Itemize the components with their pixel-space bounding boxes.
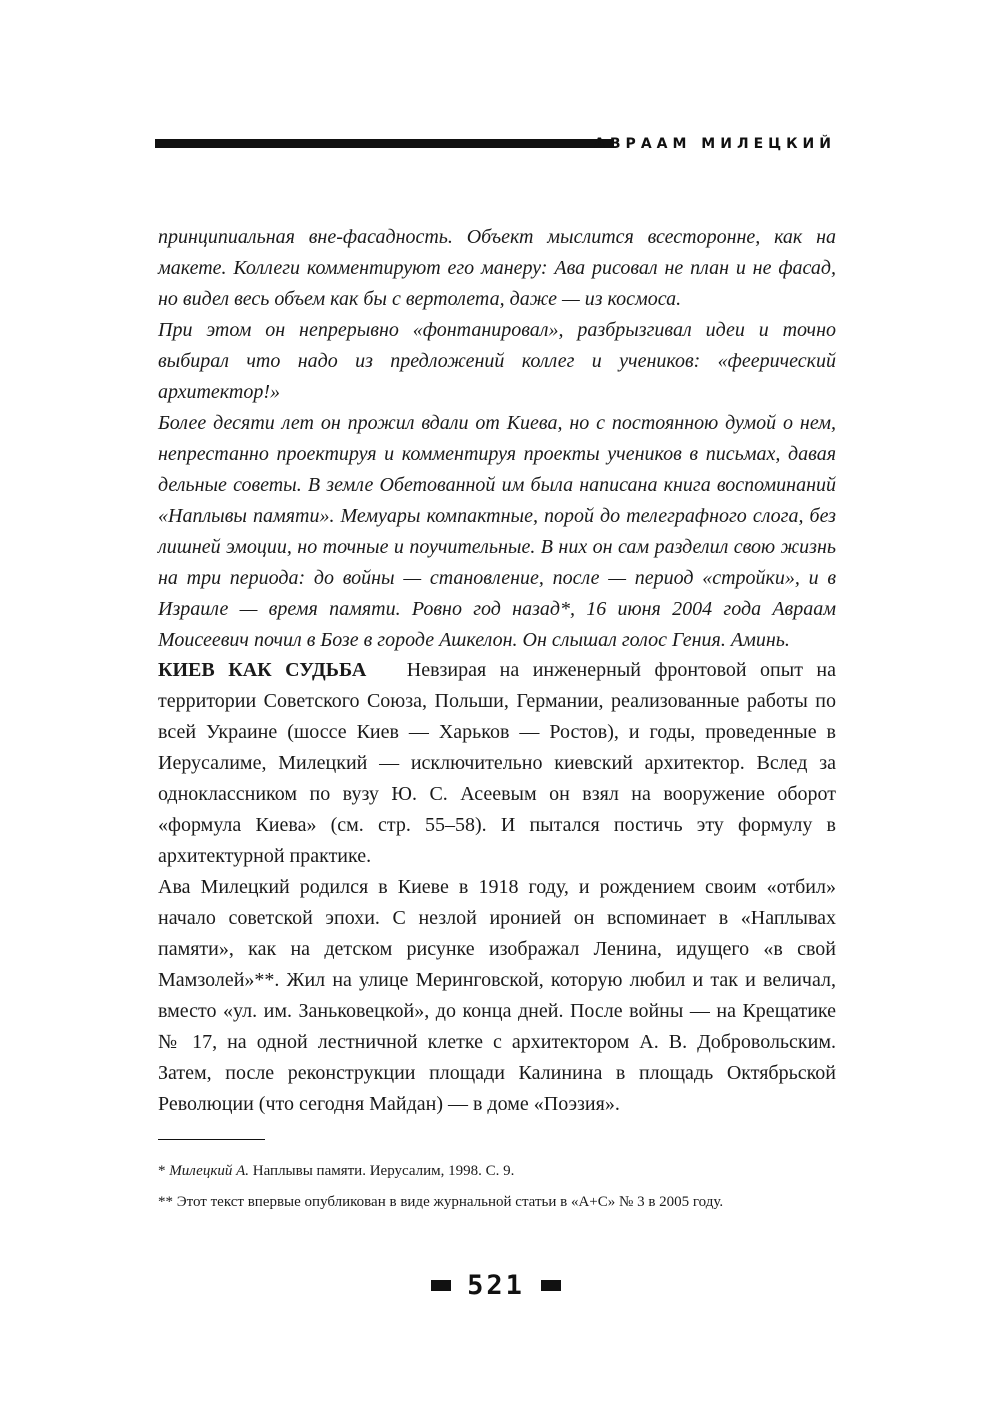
footnote (158, 1187, 836, 1218)
section-heading: КИЕВ КАК СУДЬБА (158, 659, 367, 681)
italic-paragraph: Более десяти лет он прожил вдали от Киева, но с постоянною думой о нем, непрестанно проектируя и комментируя проекты учеников в письмах, давая дельные советы. В земле Обетованной им была написана книга воспоминаний «Наплывы памяти». Мемуары компактные, порой до телеграфного слога, без лишней эмоции, но точные и поучительные. В них он сам разделил свою жизнь на три периода: до войны — становление, после — период «стройки», и в Израиле — время памяти. Ровно год назад*, 16 июня 2004 года Авраам Моисеевич почил в Бозе в городе Ашкелон. Он слышал голос Гения. Аминь. (158, 412, 836, 651)
section-paragraph: Ава Милецкий родился в Киеве в 1918 году, и рождением своим «отбил» начало советской эпохи. С незлой иронией он вспоминает в «Наплывах памяти», как на детском рисунке изображал Ленина, идущего «в свой Мамзолей»**. Жил на улице Меринговской, которую любил и так и величал, вместо «ул. им. Заньковецкой», до конца дней. После войны — на Крещатике № 17, на одной лестничной клетке с архитектором А. В. Добровольским. Затем, после реконструкции площади Калинина в площадь Октябрьской Революции (что сегодня Майдан) — в доме «Поэзия». (158, 876, 836, 1115)
section-kiev (158, 655, 836, 1120)
footnote-mark: ** (158, 1194, 173, 1210)
section-paragraph-text: Невзирая на инженерный фронтовой опыт на территории Советского Союза, Польши, Германии, реализованные работы по всей Украине (шоссе Киев — Харьков — Ростов), и годы, проведенные в Иерусалиме, Милецкий — исключительно киевский архитектор. Вслед за одноклассником по вузу Ю. С. Асеевым он взял на вооружение оборот «формула Киева» (см. стр. 55–58). И пытался постичь эту формулу в архитектурной практике. (158, 659, 836, 867)
page-number-row (0, 1270, 992, 1301)
page-number-square-right (541, 1280, 561, 1291)
italic-paragraph: При этом он непрерывно «фонтанировал», разбрызгивал идеи и точно выбирал что надо из предложений коллег и учеников: «феерический архитектор!» (158, 319, 836, 403)
section-paragraph (158, 655, 836, 872)
footnote (158, 1156, 836, 1187)
footnote-text: Наплывы памяти. Иерусалим, 1998. С. 9. (252, 1163, 515, 1179)
page-number: 521 (467, 1270, 525, 1301)
footnote-author: Милецкий А. (169, 1163, 249, 1179)
header-title: АВРААМ МИЛЕЦКИЙ (594, 136, 836, 152)
footnotes (158, 1156, 836, 1218)
header-rule (155, 139, 614, 148)
italic-text-block (158, 222, 836, 656)
page-number-square-left (431, 1280, 451, 1291)
footnote-mark: * (158, 1163, 166, 1179)
running-header (155, 134, 836, 154)
italic-paragraph: принципиальная вне-фасадность. Объект мыслится всесторонне, как на макете. Коллеги комментируют его манеру: Ава рисовал не план и не фасад, но видел весь объем как бы с вертолета, даже — из космоса. (158, 226, 836, 310)
footnote-rule (158, 1139, 265, 1140)
footnote-text: Этот текст впервые опубликован в виде журнальной статьи в «А+С» № 3 в 2005 году. (176, 1194, 724, 1210)
